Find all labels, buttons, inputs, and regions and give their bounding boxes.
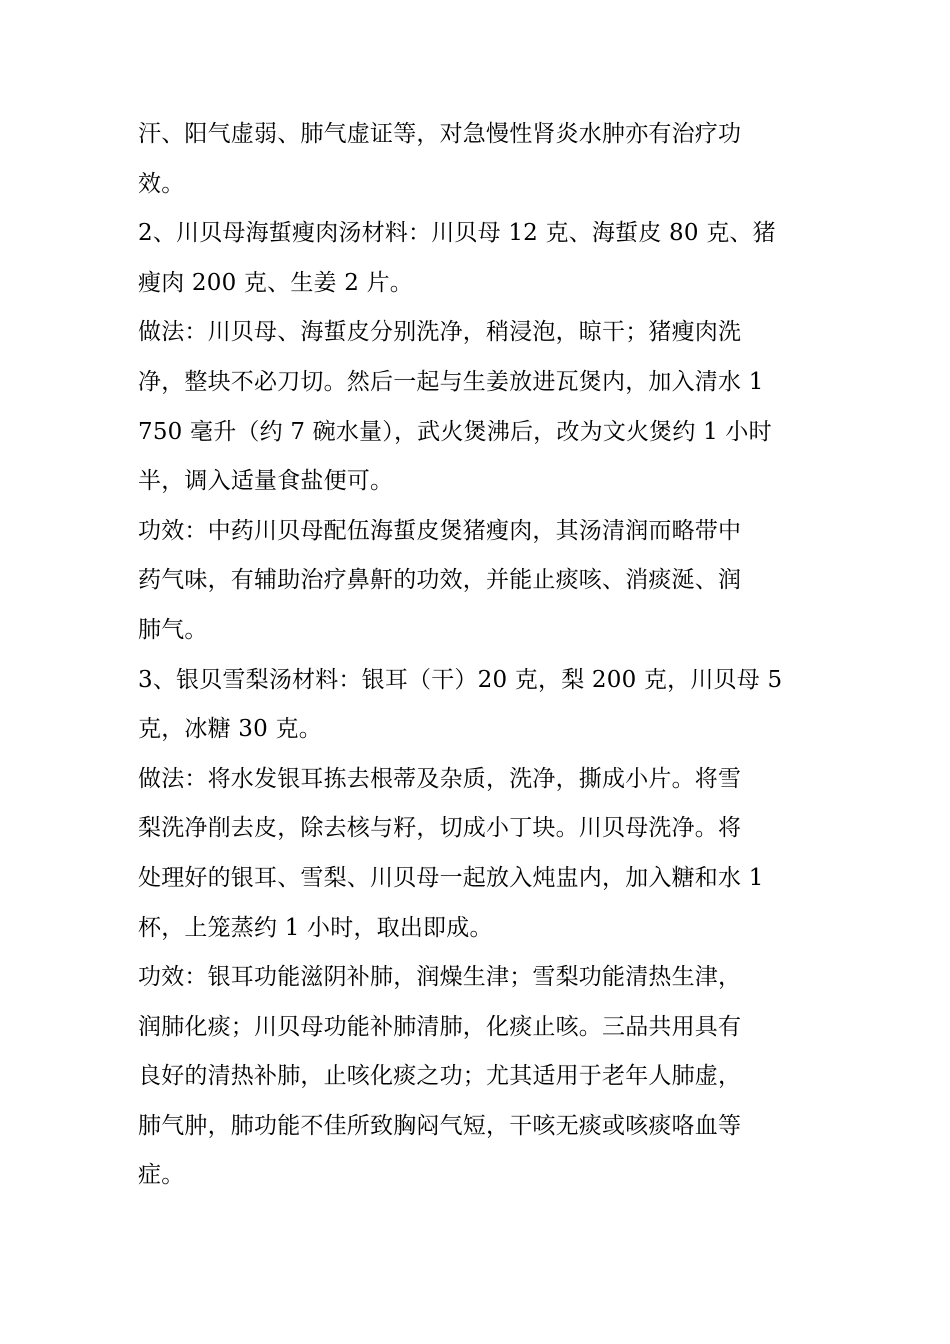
text-line: 润肺化痰；川贝母功能补肺清肺，化痰止咳。三品共用具有 (138, 1013, 742, 1040)
text-line: 处理好的银耳、雪梨、川贝母一起放入炖盅内，加入糖和水 1 (138, 864, 764, 891)
text-line: 肺气。 (138, 616, 208, 643)
text-line: 药气味，有辅助治疗鼻鼾的功效，并能止痰咳、消痰涎、润 (138, 567, 742, 594)
recipe-2-effect: 功效：中药川贝母配伍海蜇皮煲猪瘦肉，其汤清润而略带中 (138, 517, 742, 544)
recipe-3-method: 做法：将水发银耳拣去根蒂及杂质，洗净，撕成小片。将雪 (138, 765, 742, 792)
text-line: 汗、阳气虚弱、肺气虚证等，对急慢性肾炎水肿亦有治疗功 (138, 121, 742, 147)
recipe-3-heading: 3、银贝雪梨汤材料：银耳（干）20 克，梨 200 克，川贝母 5 (138, 666, 783, 693)
recipe-2-method: 做法：川贝母、海蜇皮分别洗净，稍浸泡，晾干；猪瘦肉洗 (138, 319, 742, 346)
text-line: 瘦肉 200 克、生姜 2 片。 (138, 269, 413, 296)
text-line: 效。 (138, 170, 185, 197)
text-line: 克，冰糖 30 克。 (138, 716, 322, 743)
text-line: 良好的清热补肺，止咳化痰之功；尤其适用于老年人肺虚， (138, 1063, 742, 1090)
text-line: 750 毫升（约 7 碗水量），武火煲沸后，改为文火煲约 1 小时 (138, 418, 772, 445)
text-line: 半，调入适量食盐便可。 (138, 468, 394, 495)
text-line: 梨洗净削去皮，除去核与籽，切成小丁块。川贝母洗净。将 (138, 815, 742, 842)
text-line: 症。 (138, 1162, 185, 1189)
document-body (138, 110, 828, 1201)
recipe-2-heading: 2、川贝母海蜇瘦肉汤材料：川贝母 12 克、海蜇皮 80 克、猪 (138, 220, 776, 247)
text-line: 净，整块不必刀切。然后一起与生姜放进瓦煲内，加入清水 1 (138, 368, 764, 395)
text-line: 肺气肿，肺功能不佳所致胸闷气短，干咳无痰或咳痰咯血等 (138, 1112, 742, 1139)
text-line: 杯，上笼蒸约 1 小时，取出即成。 (138, 914, 493, 941)
recipe-3-effect: 功效：银耳功能滋阴补肺，润燥生津；雪梨功能清热生津， (138, 964, 742, 991)
